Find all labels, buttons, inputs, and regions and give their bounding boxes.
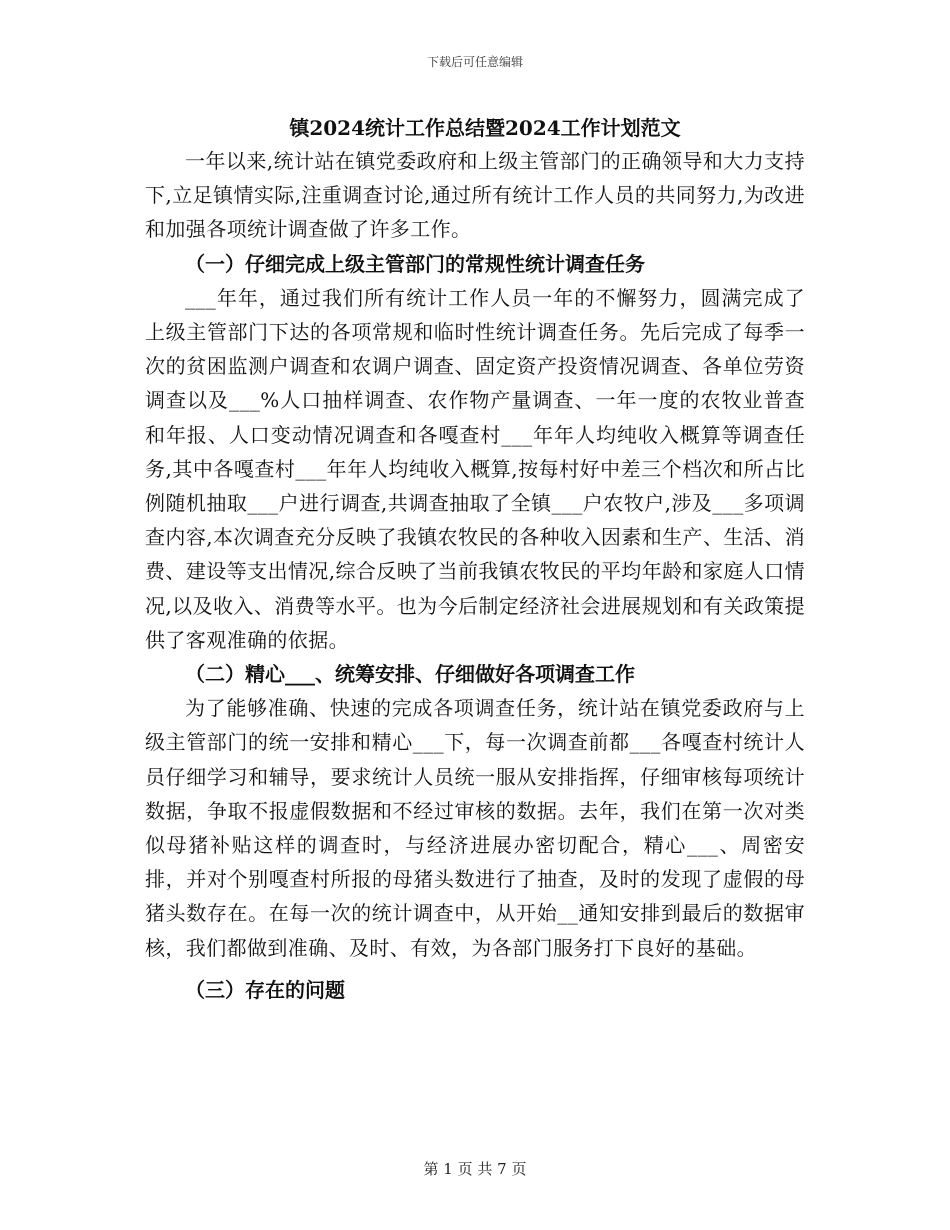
document-body xyxy=(145,112,805,1007)
section-1-paragraph: ___年年，通过我们所有统计工作人员一年的不懈努力，圆满完成了上级主管部门下达的各项常规和临时性统计调查任务。先后完成了每季一次的贫困监测户调查和农调户调查、固定资产投资情况调查、各单位劳资调查以及___%人口抽样调查、农作物产量调查、一年一度的农牧业普查和年报、人口变动情况调查和各嘎查村___年年人均纯收入概算等调查任务,其中各嘎查村___年年人均纯收入概算,按每村好中差三个档次和所占比例随机抽取___户进行调查,共调查抽取了全镇___户农牧户,涉及___多项调查内容,本次调查充分反映了我镇农牧民的各种收入因素和生产、生活、消费、建设等支出情况,综合反映了当前我镇农牧民的平均年龄和家庭人口情况,以及收入、消费等水平。也为今后制定经济社会进展规划和有关政策提供了客观准确的依据。 xyxy=(145,285,805,652)
header-note: 下载后可任意编辑 xyxy=(426,55,523,69)
section-1-heading: （一）仔细完成上级主管部门的常规性统计调查任务 xyxy=(185,251,645,276)
section-2-paragraph: 为了能够准确、快速的完成各项调查任务，统计站在镇党委政府与上级主管部门的统一安排和精心___下，每一次调查前都___各嘎查村统计人员仔细学习和辅导，要求统计人员统一服从安排指挥，仔细审核每项统计数据，争取不报虚假数据和不经过审核的数据。去年，我们在第一次对类似母猪补贴这样的调查时，与经济进展办密切配合，精心___、周密安排，并对个别嘎查村所报的母猪头数进行了抽查，及时的发现了虚假的母猪头数存在。在每一次的统计调查中，从开始__通知安排到最后的数据审核，我们都做到准确、及时、有效，为各部门服务打下良好的基础。 xyxy=(145,696,805,960)
page-number: 第 1 页 共 7 页 xyxy=(423,1160,527,1178)
section-3-heading: （三）存在的问题 xyxy=(185,977,345,1002)
section-2-heading: （二）精心___、统筹安排、仔细做好各项调查工作 xyxy=(185,662,635,687)
intro-paragraph: 一年以来,统计站在镇党委政府和上级主管部门的正确领导和大力支持下,立足镇情实际,注重调查讨论,通过所有统计工作人员的共同努力,为改进和加强各项统计调查做了许多工作。 xyxy=(145,149,805,242)
document-title: 镇2024统计工作总结暨2024工作计划范文 xyxy=(289,116,681,140)
